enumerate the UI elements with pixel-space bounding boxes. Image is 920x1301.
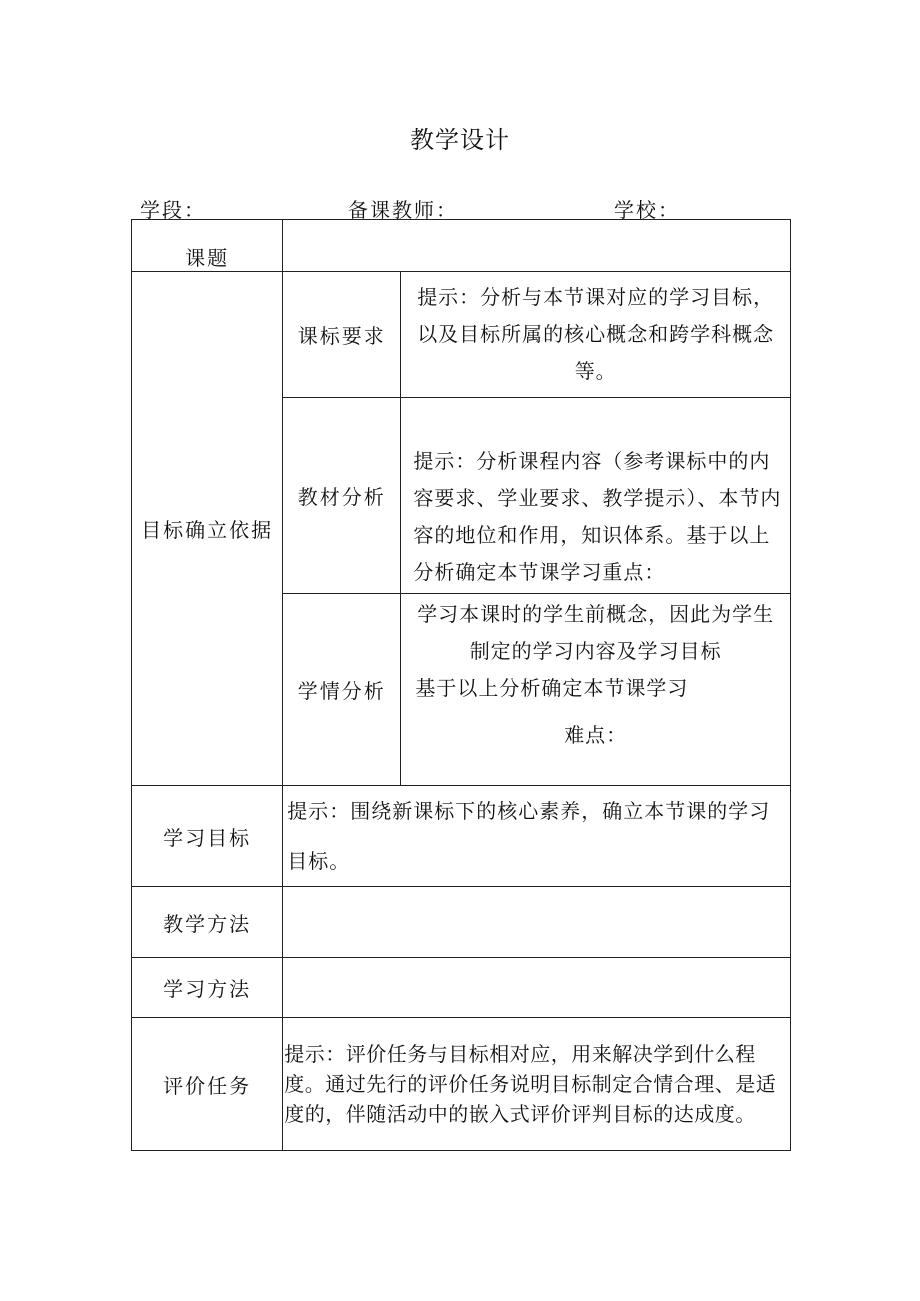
teaching-methods-row — [132, 887, 791, 958]
curriculum-label-cell — [283, 272, 401, 398]
textbook-text: 提示：分析课程内容（参考课标中的内容要求、学业要求、教学提示）、本节内容的地位和作用，知识体系。基于以上分析确定本节课学习重点： — [413, 449, 782, 584]
textbook-label-cell — [283, 398, 401, 594]
textbook-text-cell[interactable] — [401, 398, 791, 594]
curriculum-text-cell[interactable] — [401, 272, 791, 398]
stage-label: 学段： — [140, 198, 206, 222]
school-label: 学校： — [614, 198, 680, 222]
teacher-label: 备课教师： — [348, 198, 458, 222]
learning-methods-value-cell[interactable] — [283, 958, 791, 1018]
curriculum-row — [132, 272, 791, 398]
learning-methods-row — [132, 958, 791, 1018]
learning-methods-label-cell — [132, 958, 283, 1018]
learner-label-cell — [283, 594, 401, 786]
objectives-label-cell — [132, 786, 283, 887]
lesson-design-table — [131, 219, 791, 1151]
evaluation-text: 提示：评价任务与目标相对应，用来解决学到什么程度。通过先行的评价任务说明目标制定合情合理、是适度的，伴随活动中的嵌入式评价评判目标的达成度。 — [284, 1042, 777, 1126]
teaching-methods-label-cell — [132, 887, 283, 958]
document-title: 教学设计 — [410, 126, 510, 154]
learning-methods-label: 学习方法 — [163, 977, 252, 1001]
objectives-text: 提示：围绕新课标下的核心素养，确立本节课的学习目标。 — [287, 799, 771, 873]
learner-text: 学习本课时的学生前概念，因此为学生制定的学习内容及学习目标 — [417, 602, 775, 663]
textbook-label: 教材分析 — [297, 485, 386, 509]
learner-label: 学情分析 — [297, 679, 386, 703]
learner-text-2: 基于以上分析确定本节课学习 — [415, 676, 689, 700]
curriculum-label: 课标要求 — [297, 324, 386, 348]
evaluation-text-cell[interactable] — [283, 1018, 791, 1151]
evaluation-label: 评价任务 — [163, 1073, 252, 1098]
objectives-row — [132, 786, 791, 887]
evaluation-label-cell — [132, 1018, 283, 1151]
learner-text-3: 难点： — [564, 723, 628, 747]
basis-label-cell — [132, 272, 283, 786]
basis-label: 目标确立依据 — [141, 518, 274, 542]
learner-text-cell[interactable] — [401, 594, 791, 786]
teaching-methods-label: 教学方法 — [163, 911, 252, 936]
topic-label: 课题 — [185, 246, 230, 270]
topic-label-cell — [132, 220, 283, 272]
teaching-methods-value-cell[interactable] — [283, 887, 791, 958]
objectives-label: 学习目标 — [163, 825, 252, 850]
topic-row — [132, 220, 791, 272]
evaluation-row — [132, 1018, 791, 1151]
topic-value-cell[interactable] — [283, 220, 791, 272]
curriculum-text: 提示：分析与本节课对应的学习目标，以及目标所属的核心概念和跨学科概念等。 — [417, 285, 775, 383]
objectives-text-cell[interactable] — [283, 786, 791, 887]
